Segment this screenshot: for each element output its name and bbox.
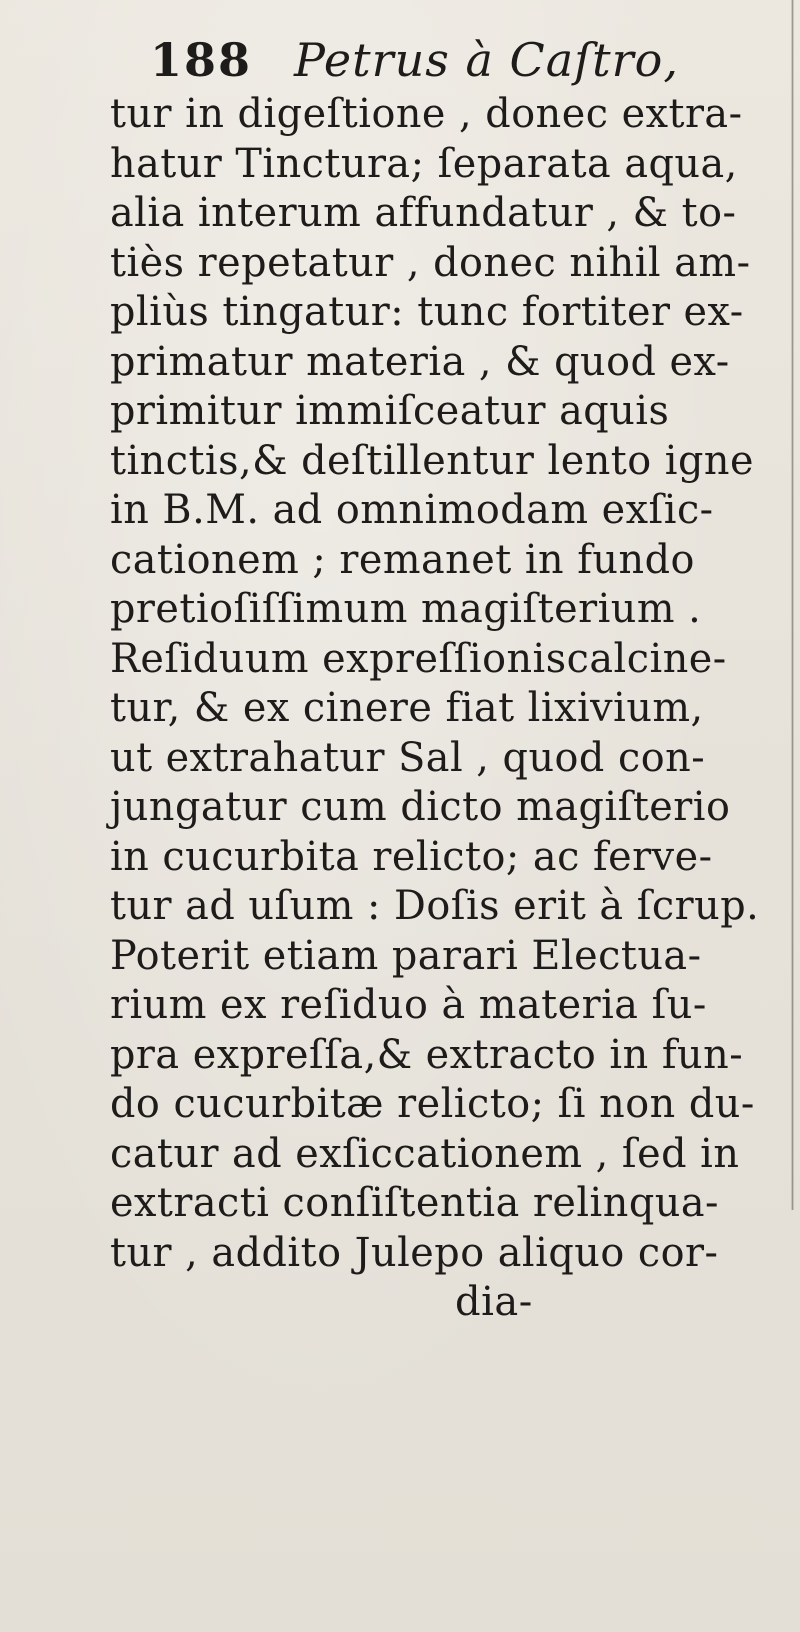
text-line: tiès repetatur , donec nihil am- [110, 239, 751, 286]
text-line: do cucurbitæ relicto; ſi non du- [110, 1081, 755, 1127]
text-line: tur, & ex cinere fiat lixivium, [110, 685, 704, 731]
running-title: Petrus à Caſtro, [294, 33, 679, 87]
text-line: tinctis,& deſtillentur lento igne [110, 437, 754, 484]
text-line: hatur Tinctura; ſeparata aqua, [110, 140, 738, 187]
text-line: Poterit etiam parari Electua- [110, 932, 702, 979]
text-line: primatur materia , & quod ex- [110, 338, 730, 385]
page-number: 188 [150, 33, 253, 87]
text-line: in B.M. ad omnimodam exſic- [110, 487, 714, 533]
text-line: pliùs tingatur: tunc fortiter ex- [110, 289, 744, 335]
text-line: catur ad exſiccationem , ſed in [110, 1130, 740, 1177]
text-line: tur , addito Julepo aliquo cor- [110, 1229, 719, 1276]
text-line: alia interum affundatur , & to- [110, 190, 737, 236]
catchword: dia- [455, 1279, 533, 1325]
text-line: pretioſiſſimum magiſterium . [110, 586, 702, 632]
text-line: ut extrahatur Sal , quod con- [110, 734, 706, 781]
text-line: rium ex reſiduo à materia ſu- [110, 982, 707, 1028]
text-line: in cucurbita relicto; ac ferve- [110, 833, 713, 880]
text-line: extracti conſiſtentia relinqua- [110, 1180, 719, 1226]
text-line: primitur immiſceatur aquis [110, 388, 670, 434]
text-line: jungatur cum dicto magiſterio [110, 784, 731, 830]
text-line: pra expreſſa,& extracto in fun- [110, 1031, 744, 1078]
page-fold-shadow [791, 0, 794, 1210]
running-head [150, 30, 679, 90]
text-line: cationem ; remanet in fundo [110, 536, 695, 583]
text-line: tur ad uſum : Doſis erit à ſcrup. [110, 883, 760, 929]
text-line: Reſiduum expreſſioniscalcine- [110, 635, 727, 682]
text-line: tur in digeſtione , donec extra- [110, 91, 743, 137]
body-text [110, 90, 790, 1328]
